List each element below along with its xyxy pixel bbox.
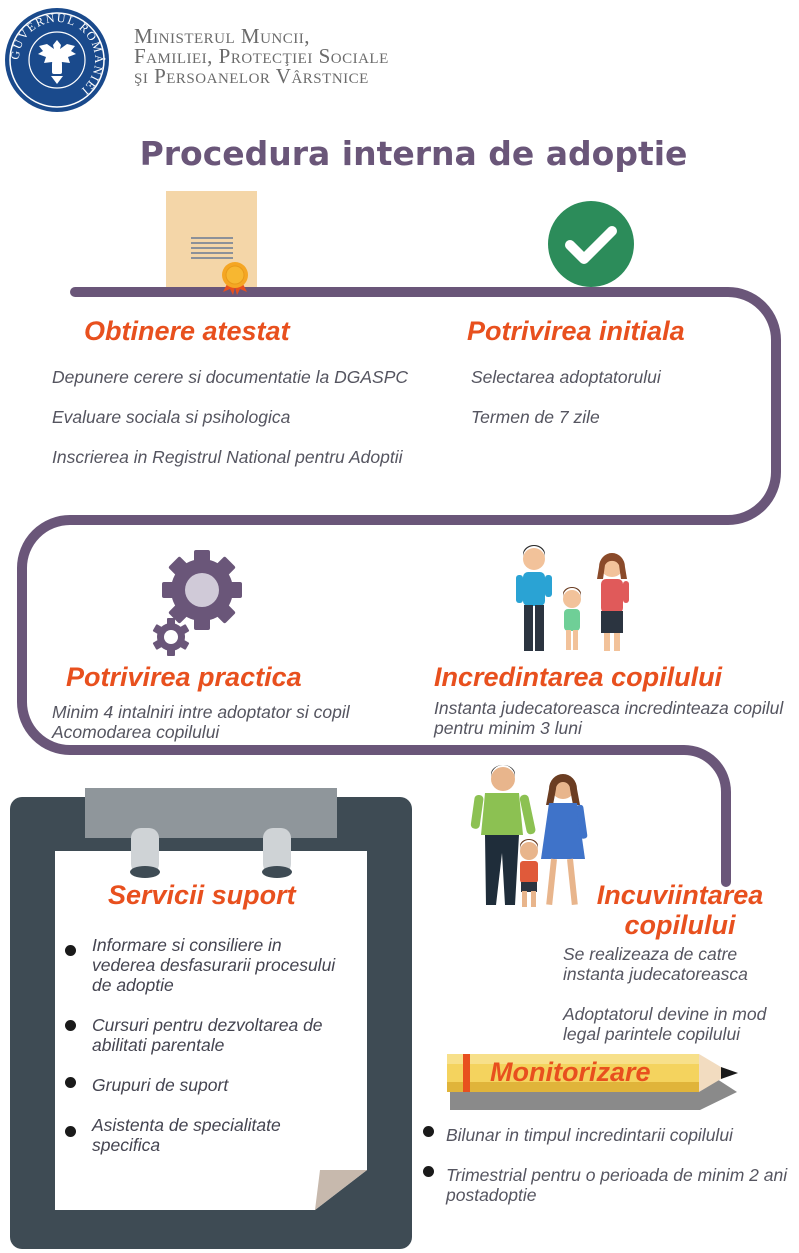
government-logo (3, 6, 111, 114)
servicii-item: Grupuri de suport (92, 1075, 229, 1095)
incredintare-heading: Incredintarea copilului (434, 662, 723, 692)
potrivire-initiala-heading: Potrivirea initiala (467, 316, 685, 346)
potrivire-practica-list (52, 702, 422, 742)
family-icon (508, 545, 638, 655)
ministry-line-3: şi Persoanelor Vârstnice (134, 64, 369, 88)
obtinere-heading: Obtinere atestat (84, 316, 290, 346)
incuviintare-item: Adoptatorul devine in mod legal parintele copilului (563, 1004, 767, 1044)
monitorizare-item: Trimestrial pentru o perioada de minim 2 ani postadoptie (446, 1165, 788, 1205)
certificate-icon (165, 190, 260, 295)
monitorizare-item: Bilunar in timpul incredintarii copilului (446, 1125, 733, 1145)
obtinere-item: Depunere cerere si documentatie la DGASPC (52, 367, 409, 387)
ministry-line-1: Ministerul Muncii, (134, 24, 310, 48)
incuviintare-item: Se realizeaza de catre instanta judecatoreasca (563, 944, 748, 984)
check-icon (547, 200, 635, 288)
servicii-item: Asistenta de specialitate specifica (92, 1115, 281, 1155)
bullet-icon (65, 1077, 76, 1088)
potrivire-practica-item: Acomodarea copilului (52, 722, 220, 742)
incredintare-text: Instanta judecatoreasca incredinteaza copilul pentru minim 3 luni (434, 698, 784, 738)
obtinere-item: Inscrierea in Registrul National pentru Adoptii (52, 447, 403, 467)
bullet-icon (65, 1020, 76, 1031)
gears-icon (150, 550, 250, 658)
ministry-name (134, 26, 389, 86)
bullet-icon (423, 1126, 434, 1137)
page-title: Procedura interna de adoptie (139, 134, 688, 173)
incuviintare-heading (560, 880, 799, 940)
servicii-item: Informare si consiliere in vederea desfasurarii procesului de adoptie (92, 935, 336, 995)
potrivire-practica-heading: Potrivirea practica (66, 662, 302, 692)
ministry-line-2: Familiei, Protecţiei Sociale (134, 44, 389, 68)
incuviintare-heading-line: copilului (624, 910, 736, 940)
bullet-icon (65, 945, 76, 956)
potrivire-initiala-item: Termen de 7 zile (471, 407, 600, 427)
potrivire-initiala-item: Selectarea adoptatorului (471, 367, 661, 387)
monitorizare-heading: Monitorizare (490, 1057, 651, 1087)
incuviintare-heading-line: Incuviintarea (596, 880, 764, 910)
servicii-item: Cursuri pentru dezvoltarea de abilitati parentale (92, 1015, 323, 1055)
servicii-heading: Servicii suport (108, 880, 296, 910)
incuviintare-list (563, 944, 798, 1064)
bullet-icon (423, 1166, 434, 1177)
bullet-icon (65, 1126, 76, 1137)
obtinere-list (52, 367, 412, 487)
logo-ring-text: GUVERNUL ROMÂNIEI (7, 10, 107, 99)
obtinere-item: Evaluare sociala si psihologica (52, 407, 291, 427)
potrivire-initiala-list (471, 367, 761, 447)
potrivire-practica-item: Minim 4 intalniri intre adoptator si copil (52, 702, 350, 722)
